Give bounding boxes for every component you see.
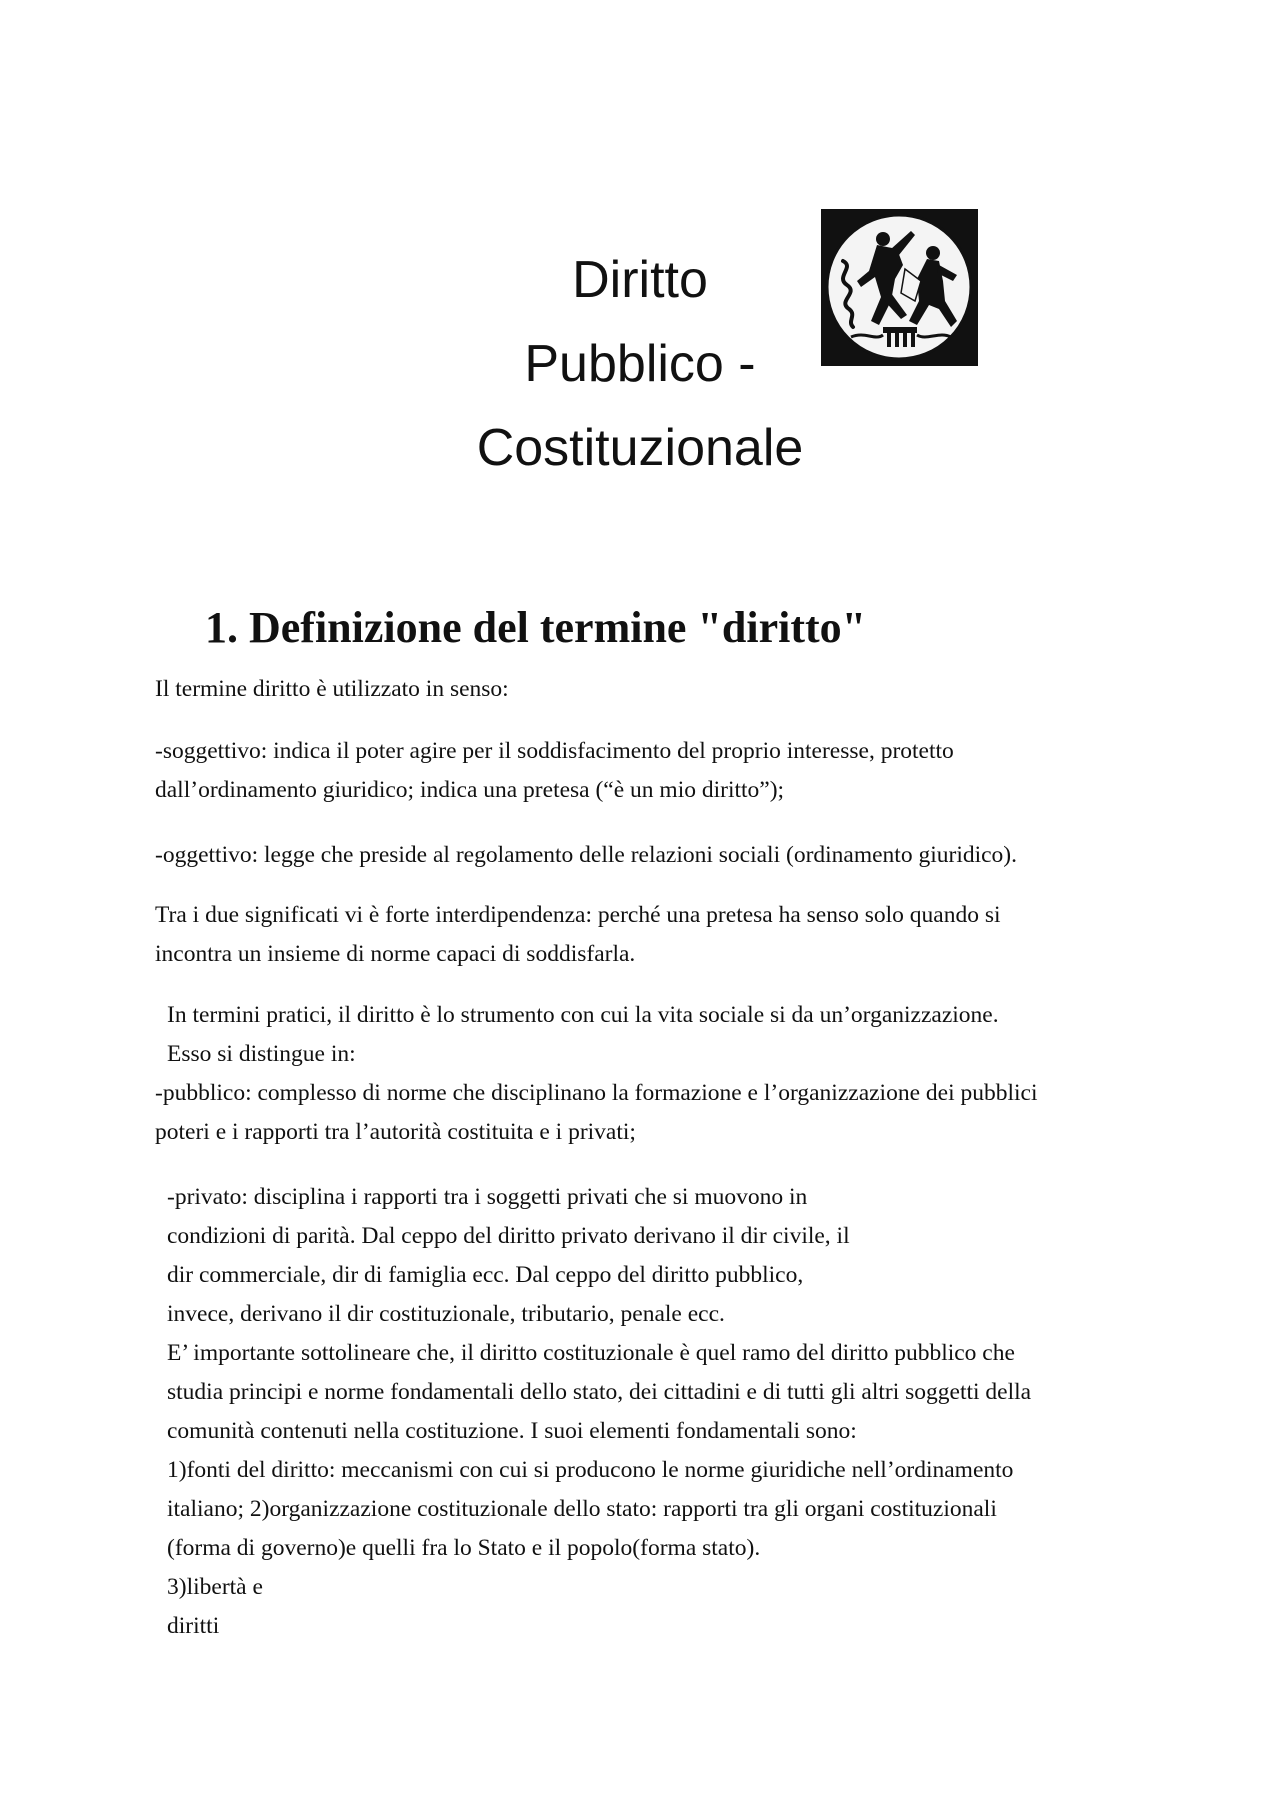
- paragraph-line: dir commerciale, dir di famiglia ecc. Dal ceppo del diritto pubblico,: [167, 1262, 804, 1288]
- paragraph-line: poteri e i rapporti tra l’autorità costituita e i privati;: [155, 1119, 636, 1145]
- paragraph-intro: Il termine diritto è utilizzato in senso:: [155, 676, 509, 702]
- paragraph-line: dall’ordinamento giuridico; indica una pretesa (“è un mio diritto”);: [155, 777, 785, 803]
- title-line-2: Pubblico -: [524, 335, 756, 393]
- paragraph-line: invece, derivano il dir costituzionale, tributario, penale ecc.: [167, 1301, 725, 1327]
- paragraph-line: -pubblico: complesso di norme che disciplinano la formazione e l’organizzazione dei pubblici: [155, 1080, 1038, 1106]
- section-heading: 1. Definizione del termine "diritto": [205, 603, 867, 652]
- paragraph-line: -privato: disciplina i rapporti tra i soggetti privati che si muovono in: [167, 1184, 808, 1210]
- paragraph-pratici: [167, 996, 999, 1074]
- paragraph-line: diritti: [167, 1613, 220, 1639]
- paragraph-line: (forma di governo)e quelli fra lo Stato e il popolo(forma stato).: [167, 1535, 761, 1561]
- paragraph-soggettivo: [155, 732, 954, 810]
- paragraph-line: 3)libertà e: [167, 1574, 263, 1600]
- title-line-1: Diritto: [572, 251, 708, 309]
- paragraph-line: condizioni di parità. Dal ceppo del diritto privato derivano il dir civile, il: [167, 1223, 850, 1249]
- paragraph-line: -soggettivo: indica il poter agire per il soddisfacimento del proprio interesse, protetto: [155, 738, 954, 764]
- paragraph-privato: [167, 1178, 1031, 1646]
- paragraph-line: incontra un insieme di norme capaci di soddisfarla.: [155, 941, 636, 967]
- paragraph-line: In termini pratici, il diritto è lo strumento con cui la vita sociale si da un’organizzazione.: [167, 1002, 999, 1028]
- paragraph-line: Esso si distingue in:: [167, 1041, 356, 1067]
- paragraph-pubblico: [155, 1074, 1038, 1152]
- paragraph-line: 1)fonti del diritto: meccanismi con cui si producono le norme giuridiche nell’ordinamento: [167, 1457, 1014, 1483]
- title-line-3: Costituzionale: [476, 419, 804, 477]
- paragraph-interdipendenza: [155, 896, 1001, 974]
- document-title: [430, 238, 850, 490]
- paragraph-line: Tra i due significati vi è forte interdipendenza: perché una pretesa ha senso solo quando si: [155, 902, 1001, 928]
- paragraph-line: E’ importante sottolineare che, il diritto costituzionale è quel ramo del diritto pubblico che: [167, 1340, 1015, 1366]
- paragraph-line: italiano; 2)organizzazione costituzionale dello stato: rapporti tra gli organi costituzionali: [167, 1496, 997, 1522]
- paragraph-oggettivo: -oggettivo: legge che preside al regolamento delle relazioni sociali (ordinamento giuridico).: [155, 842, 1018, 868]
- greek-vase-emblem-icon: [821, 209, 978, 366]
- paragraph-line: comunità contenuti nella costituzione. I suoi elementi fondamentali sono:: [167, 1418, 857, 1444]
- paragraph-line: studia principi e norme fondamentali dello stato, dei cittadini e di tutti gli altri soggetti della: [167, 1379, 1032, 1405]
